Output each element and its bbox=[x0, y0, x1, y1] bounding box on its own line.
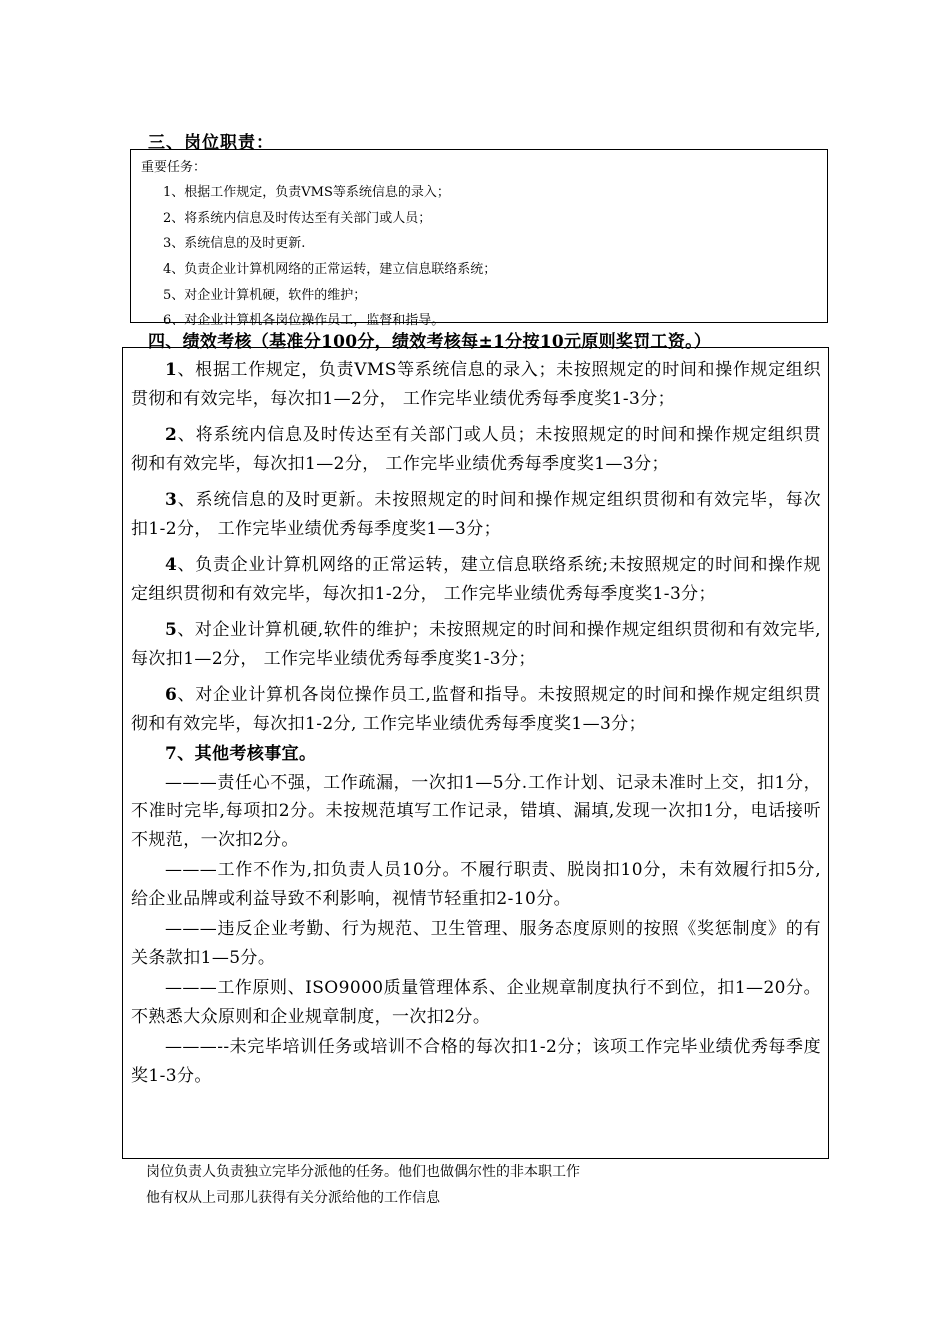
assessment-item: 2、将系统内信息及时传达至有关部门或人员；未按照规定的时间和操作规定组织贯彻和有效完毕，每次扣1—2分， 工作完毕业绩优秀每季度奖1—3分； bbox=[131, 425, 821, 474]
duties-box bbox=[130, 149, 828, 329]
assessment-item: 3、系统信息的及时更新。未按照规定的时间和操作规定组织贯彻和有效完毕，每次扣1-2分， 工作完毕业绩优秀每季度奖1—3分； bbox=[131, 490, 821, 539]
other-assessment-rule: ———--未完毕培训任务或培训不合格的每次扣1-2分；该项工作完毕业绩优秀每季度奖1-3分。 bbox=[131, 1037, 821, 1086]
assessment-item: 1、根据工作规定，负责VMS等系统信息的录入；未按照规定的时间和操作规定组织贯彻和有效完毕，每次扣1—2分， 工作完毕业绩优秀每季度奖1-3分； bbox=[131, 360, 821, 409]
assessment-item: 6、对企业计算机各岗位操作员工,监督和指导。未按照规定的时间和操作规定组织贯彻和有效完毕，每次扣1-2分, 工作完毕业绩优秀每季度奖1—3分； bbox=[131, 685, 821, 734]
duty-item: 2、将系统内信息及时传达至有关部门或人员； bbox=[163, 210, 432, 226]
footer-note: 他有权从上司那儿获得有关分派给他的工作信息 bbox=[146, 1190, 440, 1206]
assessment-item: 4、负责企业计算机网络的正常运转，建立信息联络系统;未按照规定的时间和操作规定组织贯彻和有效完毕，每次扣1-2分， 工作完毕业绩优秀每季度奖1-3分； bbox=[131, 555, 821, 604]
other-assessment-rule: ———违反企业考勤、行为规范、卫生管理、服务态度原则的按照《奖惩制度》的有关条款扣1—5分。 bbox=[131, 919, 821, 968]
section-3-title: 三、岗位职责： bbox=[148, 133, 274, 153]
duties-intro: 重要任务： bbox=[141, 160, 207, 175]
duty-item: 5、对企业计算机硬，软件的维护； bbox=[163, 287, 367, 303]
duty-item: 4、负责企业计算机网络的正常运转，建立信息联络系统； bbox=[163, 262, 497, 278]
duty-item: 3、系统信息的及时更新. bbox=[163, 236, 306, 252]
section-4-title: 四、绩效考核（基准分100分，绩效考核每±1分按10元原则奖罚工资。） bbox=[148, 332, 712, 352]
performance-content bbox=[131, 356, 821, 1092]
assessment-item: 5、对企业计算机硬,软件的维护；未按照规定的时间和操作规定组织贯彻和有效完毕,每次扣1—2分， 工作完毕业绩优秀每季度奖1-3分； bbox=[131, 620, 821, 669]
duty-item: 1、根据工作规定，负责VMS等系统信息的录入； bbox=[163, 185, 450, 200]
other-assessment-heading: 7、其他考核事宜。 bbox=[165, 744, 317, 764]
duty-item: 6、对企业计算机各岗位操作员工，监督和指导。 bbox=[163, 313, 445, 329]
performance-box bbox=[122, 347, 829, 1159]
other-assessment-rule: ———工作原则、ISO9000质量管理体系、企业规章制度执行不到位，扣1—20分。不熟悉大众原则和企业规章制度，一次扣2分。 bbox=[131, 978, 821, 1027]
other-assessment-rule: ———工作不作为,扣负责人员10分。不履行职责、脱岗扣10分，未有效履行扣5分,给企业品牌或利益导致不利影响，视情节轻重扣2-10分。 bbox=[131, 860, 821, 909]
other-assessment-rule: ———责任心不强，工作疏漏，一次扣1—5分.工作计划、记录未准时上交，扣1分，不准时完毕,每项扣2分。未按规范填写工作记录，错填、漏填,发现一次扣1分，电话接听不规范，一次扣2分。 bbox=[131, 772, 821, 850]
duties-list bbox=[163, 180, 496, 334]
footer-note: 岗位负责人负责独立完毕分派他的任务。他们也做偶尔性的非本职工作 bbox=[146, 1164, 580, 1180]
